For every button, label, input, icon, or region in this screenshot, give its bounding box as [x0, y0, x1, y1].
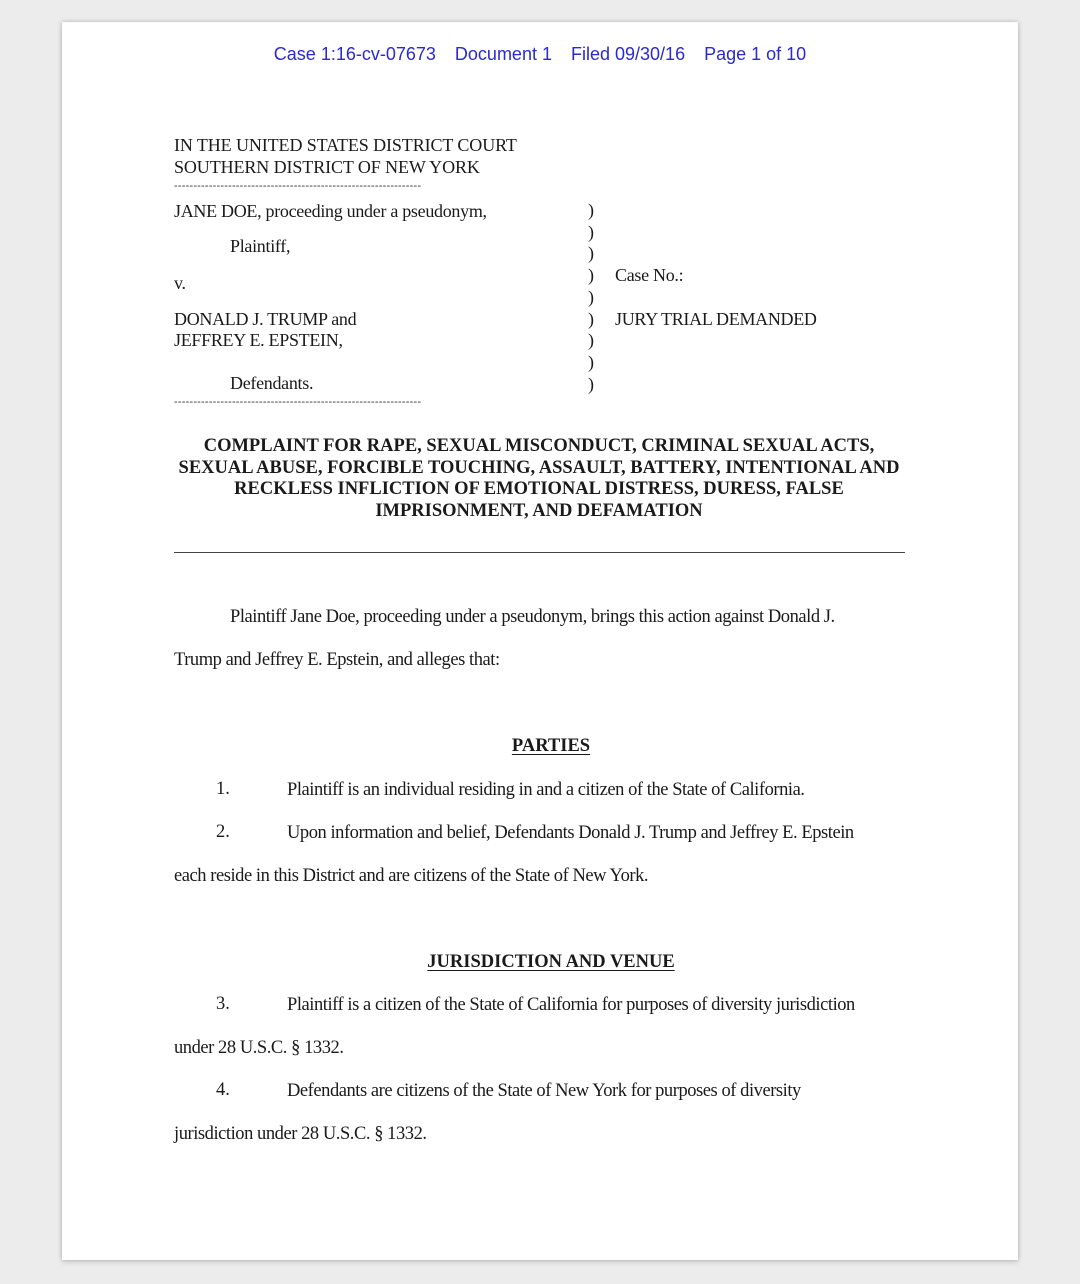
intro-line-2: Trump and Jeffrey E. Epstein, and alleges that: [174, 650, 500, 670]
paragraph-number: 2. [216, 822, 230, 842]
paragraph-text: Plaintiff is a citizen of the State of California for purposes of diversity jurisdiction [287, 995, 855, 1015]
paragraph-text: Defendants are citizens of the State of New York for purposes of diversity [287, 1081, 801, 1101]
versus-label: v. [174, 273, 186, 293]
caption-separator-bottom: ---------------------------------------------------------------- [174, 396, 422, 408]
complaint-title: COMPLAINT FOR RAPE, SEXUAL MISCONDUCT, CRIMINAL SEXUAL ACTS, SEXUAL ABUSE, FORCIBLE TOUCHING, ASSAULT, BATTERY, INTENTIONAL AND RECKLESS INFLICTION OF EMOTIONAL DISTRESS, DURESS, FALSE IMPRISONMENT, AND DEFAMATION [178, 436, 900, 522]
paragraph-number: 3. [216, 994, 230, 1014]
paragraph-text: Upon information and belief, Defendants Donald J. Trump and Jeffrey E. Epstein [287, 823, 854, 843]
paragraph-text-continued: jurisdiction under 28 U.S.C. § 1332. [174, 1124, 427, 1144]
defendant-name-1: DONALD J. TRUMP and [174, 309, 357, 329]
parties-heading: PARTIES [511, 736, 591, 756]
caption-separator-top: ---------------------------------------------------------------- [174, 180, 422, 192]
caption-parentheses: ) ) ) ) ) ) ) ) ) [588, 200, 594, 394]
title-rule [174, 552, 905, 553]
jurisdiction-heading: JURISDICTION AND VENUE [427, 952, 675, 972]
defendants-role: Defendants. [230, 373, 314, 393]
court-name-line-1: IN THE UNITED STATES DISTRICT COURT [174, 135, 517, 155]
filed-date: Filed 09/30/16 [571, 44, 686, 64]
court-name-line-2: SOUTHERN DISTRICT OF NEW YORK [174, 157, 480, 177]
document-page [62, 22, 1018, 1260]
paragraph-text-continued: under 28 U.S.C. § 1332. [174, 1038, 344, 1058]
case-number: Case 1:16-cv-07673 [273, 44, 436, 64]
page-indicator: Page 1 of 10 [704, 44, 807, 64]
plaintiff-role: Plaintiff, [230, 236, 291, 256]
paragraph-text-continued: each reside in this District and are citizens of the State of New York. [174, 866, 649, 886]
plaintiff-name: JANE DOE, proceeding under a pseudonym, [174, 201, 487, 221]
paragraph-text: Plaintiff is an individual residing in and a citizen of the State of California. [287, 780, 805, 800]
document-number: Document 1 [454, 44, 552, 64]
case-no-label: Case No.: [615, 265, 684, 285]
defendant-name-2: JEFFREY E. EPSTEIN, [174, 330, 343, 350]
jury-demand: JURY TRIAL DEMANDED [615, 309, 817, 329]
intro-line-1: Plaintiff Jane Doe, proceeding under a pseudonym, brings this action against Donald J. [230, 607, 835, 627]
paragraph-number: 4. [216, 1080, 230, 1100]
ecf-filing-header [62, 44, 1018, 65]
paragraph-number: 1. [216, 779, 230, 799]
